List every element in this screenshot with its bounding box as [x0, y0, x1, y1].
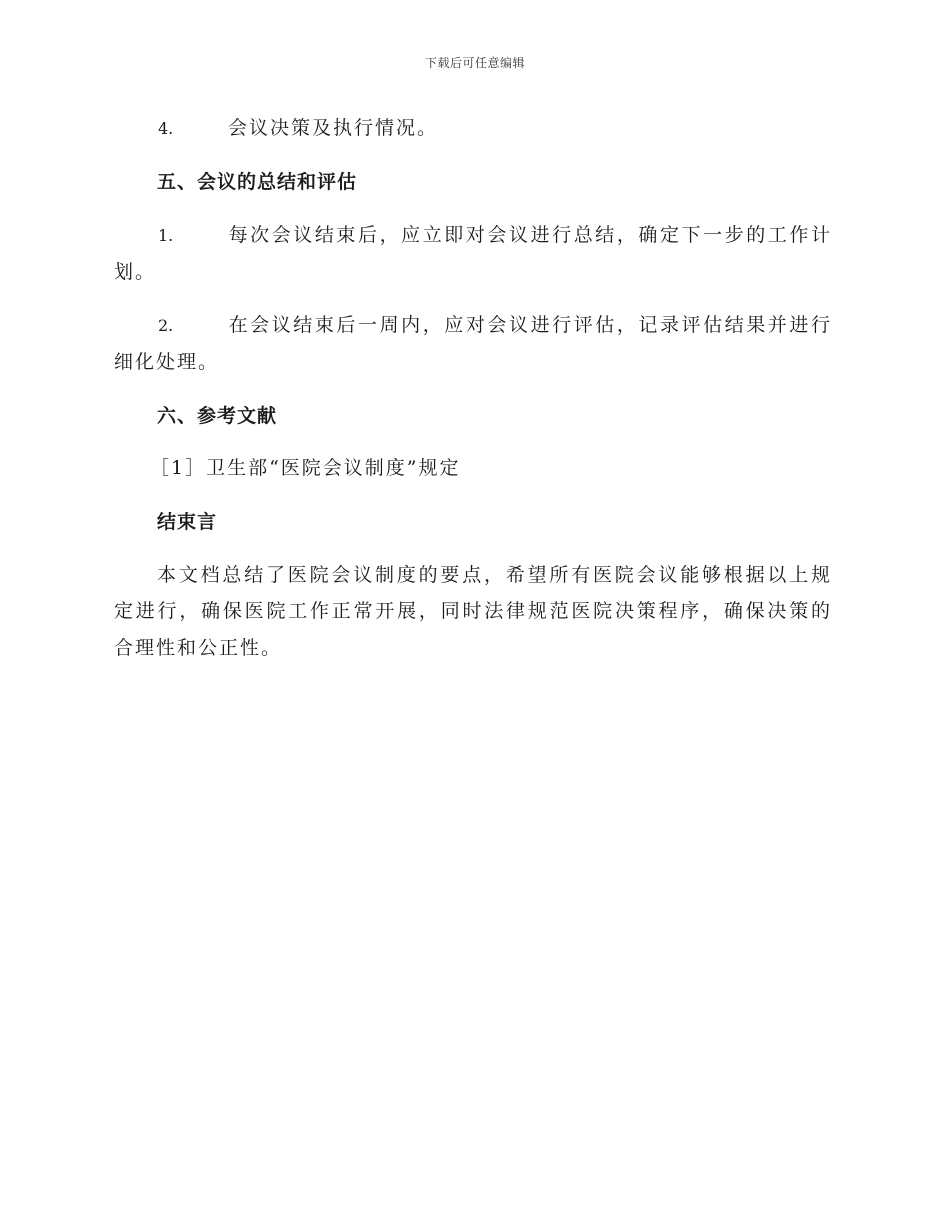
page-header: 下载后可任意编辑 [424, 56, 525, 70]
list-item-4 [114, 116, 832, 141]
list-item-1-line-2: 划。 [114, 261, 157, 283]
list-item-number: 4. [158, 119, 174, 138]
reference-item-1: ［1］卫生部“医院会议制度”规定 [150, 457, 461, 479]
list-item-1-line-1 [114, 223, 832, 248]
section-heading-conclusion: 结束言 [157, 511, 218, 533]
conclusion-line-3: 合理性和公正性。 [114, 637, 283, 659]
list-item-2-line-1 [114, 313, 832, 338]
section-heading-references: 六、参考文献 [157, 405, 278, 427]
list-item-text: 每次会议结束后，应立即对会议进行总结，确定下一步的工作计 [228, 224, 832, 246]
list-item-number: 2. [158, 316, 174, 335]
conclusion-text: 本文档总结了医院会议制度的要点，希望所有医院会议能够根据以上规 [157, 564, 832, 586]
list-item-text: 在会议结束后一周内，应对会议进行评估，记录评估结果并进行 [228, 314, 832, 336]
section-heading-summary: 五、会议的总结和评估 [157, 171, 358, 193]
list-item-number: 1. [158, 226, 174, 245]
list-item-text: 会议决策及执行情况。 [228, 117, 439, 139]
list-item-2-line-2: 细化处理。 [114, 351, 220, 373]
conclusion-line-2: 定进行，确保医院工作正常开展，同时法律规范医院决策程序，确保决策的 [114, 600, 832, 622]
conclusion-line-1 [114, 563, 832, 587]
